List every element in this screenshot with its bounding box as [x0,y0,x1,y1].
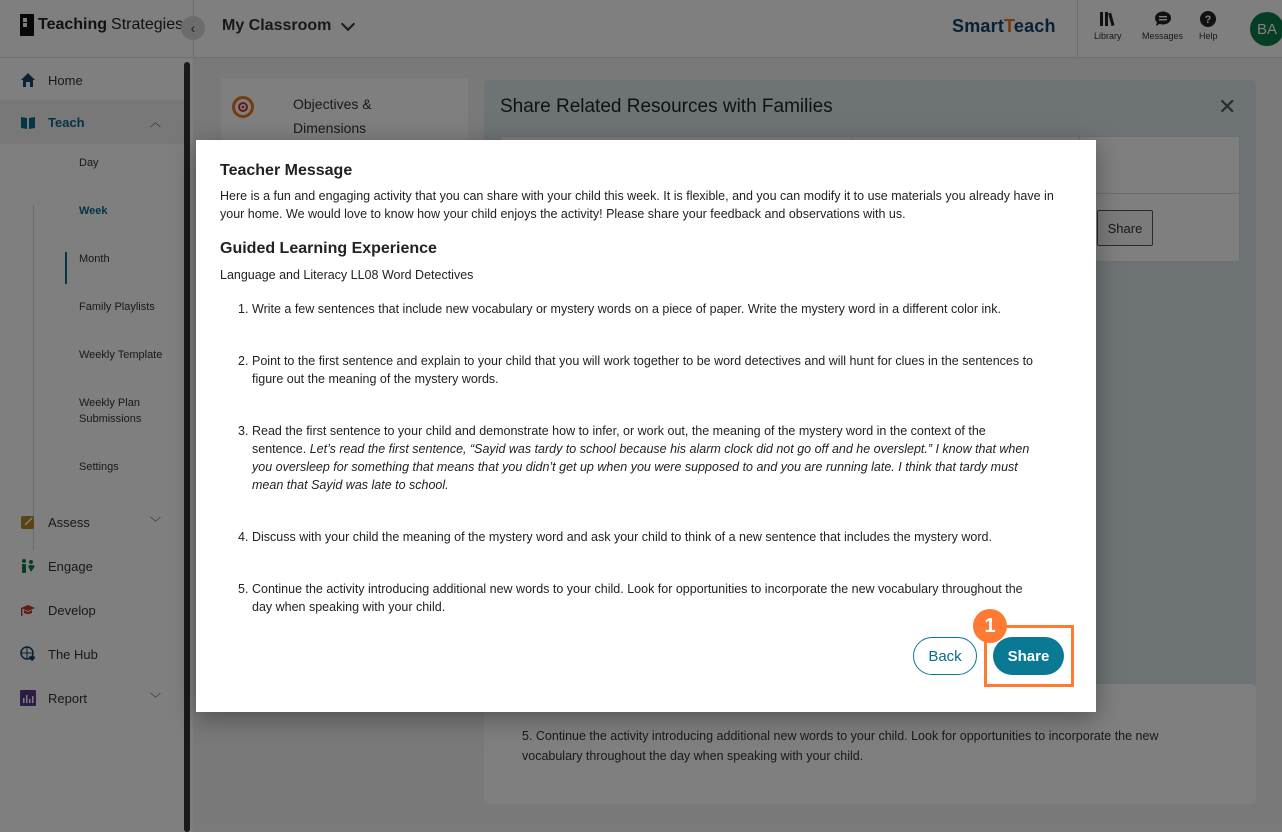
teacher-message-heading: Teacher Message [220,162,353,179]
list-item [220,352,1040,388]
step-text: Discuss with your child the meaning of the mystery word and ask your child to think of a new sentence that includes the mystery word. [252,530,992,544]
step-example-italic: Let’s read the first sentence, “Sayid was tardy to school because his alarm clock did not go off and he overslept.” I know that when you oversleep for something that means that you didn’t get up when you were supposed to and you are running late. I think that tardy must mean that Sayid was late to school. [252,442,1030,492]
step-number: 4. [238,530,249,544]
list-item [220,300,1040,318]
step-number: 1. [238,302,249,316]
step-text: Point to the first sentence and explain to your child that you will work together to be word detectives and will hunt for clues in the sentences to figure out the meaning of the mystery words. [252,354,1033,386]
step-number: 2. [238,354,249,368]
step-badge: 1 [973,609,1007,643]
list-item [220,422,1040,494]
step-number: 5. [238,582,249,596]
step-text: Read the first sentence to your child and demonstrate how to infer, or work out, the meaning of the mystery word in the context of the sentence. [252,424,986,456]
share-button[interactable]: Share [993,637,1064,675]
step-text: Continue the activity introducing additional new words to your child. Look for opportunities to incorporate the new vocabulary throughout the day when speaking with your child. [252,582,1023,614]
list-item [220,580,1040,616]
teacher-message-body: Here is a fun and engaging activity that you can share with your child this week. It is flexible, and you can modify it to use materials you already have in your home. We would love to know how your child enjoys the activity! Please share your feedback and observations with us. [220,189,1054,221]
back-button[interactable]: Back [913,637,977,675]
share-preview-modal [196,140,1096,712]
gle-heading: Guided Learning Experience [220,240,437,257]
gle-subtitle: Language and Literacy LL08 Word Detectives [220,268,474,282]
step-number: 3. [238,424,249,438]
step-text: Write a few sentences that include new vocabulary or mystery words on a piece of paper. Write the mystery word in a different color ink. [252,302,1001,316]
list-item [220,528,1040,546]
